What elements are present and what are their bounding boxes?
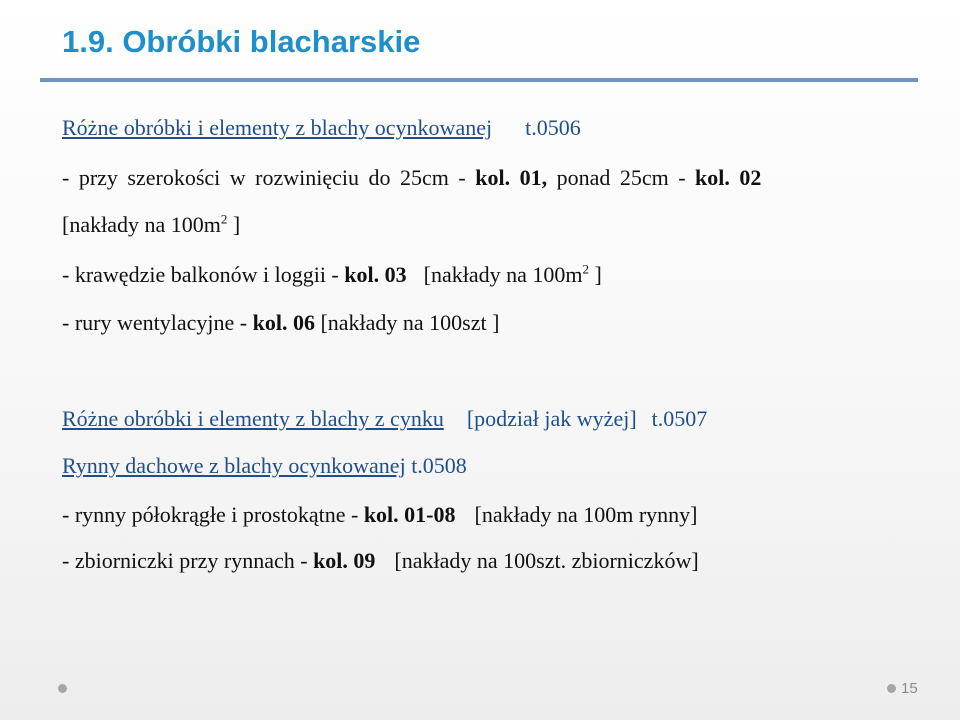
catalog-code: t.0508: [411, 453, 467, 478]
item-text: [nakłady na 100m: [62, 212, 221, 237]
list-item: [62, 165, 761, 191]
list-item: [62, 262, 602, 288]
item-text: [nakłady na 100szt. zbiorniczków]: [394, 548, 699, 573]
footer-dot-right: [887, 684, 896, 693]
section-heading-text: Różne obróbki i elementy z blachy z cynku: [62, 406, 444, 431]
section-heading-text: Różne obróbki i elementy z blachy ocynkowanej: [62, 115, 493, 140]
item-text: [nakłady na 100m: [423, 262, 583, 287]
superscript: 2: [582, 261, 589, 277]
column-ref: kol. 09: [313, 548, 376, 573]
item-text: [nakłady na 100m rynny]: [474, 502, 698, 527]
item-text: - krawędzie balkonów i loggii -: [62, 262, 339, 287]
item-text: ]: [594, 262, 602, 287]
item-text: - przy szerokości w rozwinięciu do 25cm -: [62, 165, 466, 190]
section-heading-text: Rynny dachowe z blachy ocynkowanej: [62, 453, 406, 478]
list-item: [62, 212, 240, 238]
list-item: [62, 310, 499, 336]
item-text: - rury wentylacyjne -: [62, 310, 248, 335]
footer-dot-left: [58, 684, 67, 693]
section-heading-blacha-ocynkowana: [62, 115, 581, 141]
page-number: 15: [901, 680, 918, 697]
item-text: [nakłady na 100szt ]: [320, 310, 500, 335]
column-ref: kol. 03: [344, 262, 407, 287]
item-text: - rynny półokrągłe i prostokątne -: [62, 502, 359, 527]
item-text: ponad 25cm -: [556, 165, 686, 190]
column-ref: kol. 01,: [475, 165, 548, 190]
column-ref: kol. 06: [252, 310, 315, 335]
superscript: 2: [220, 211, 228, 227]
section-heading-rynny: [62, 453, 467, 479]
list-item: [62, 502, 698, 528]
item-text: ]: [232, 212, 241, 237]
column-ref: kol. 02: [695, 165, 762, 190]
column-ref: kol. 01-08: [363, 502, 456, 527]
list-item: [62, 548, 699, 574]
section-note: [podział jak wyżej]: [466, 406, 637, 431]
section-heading-blacha-cynk: [62, 406, 707, 432]
page-title: 1.9. Obróbki blacharskie: [62, 24, 421, 59]
title-divider: [40, 78, 918, 82]
catalog-code: t.0507: [651, 406, 708, 431]
item-text: - zbiorniczki przy rynnach -: [62, 548, 308, 573]
catalog-code: t.0506: [525, 115, 581, 140]
